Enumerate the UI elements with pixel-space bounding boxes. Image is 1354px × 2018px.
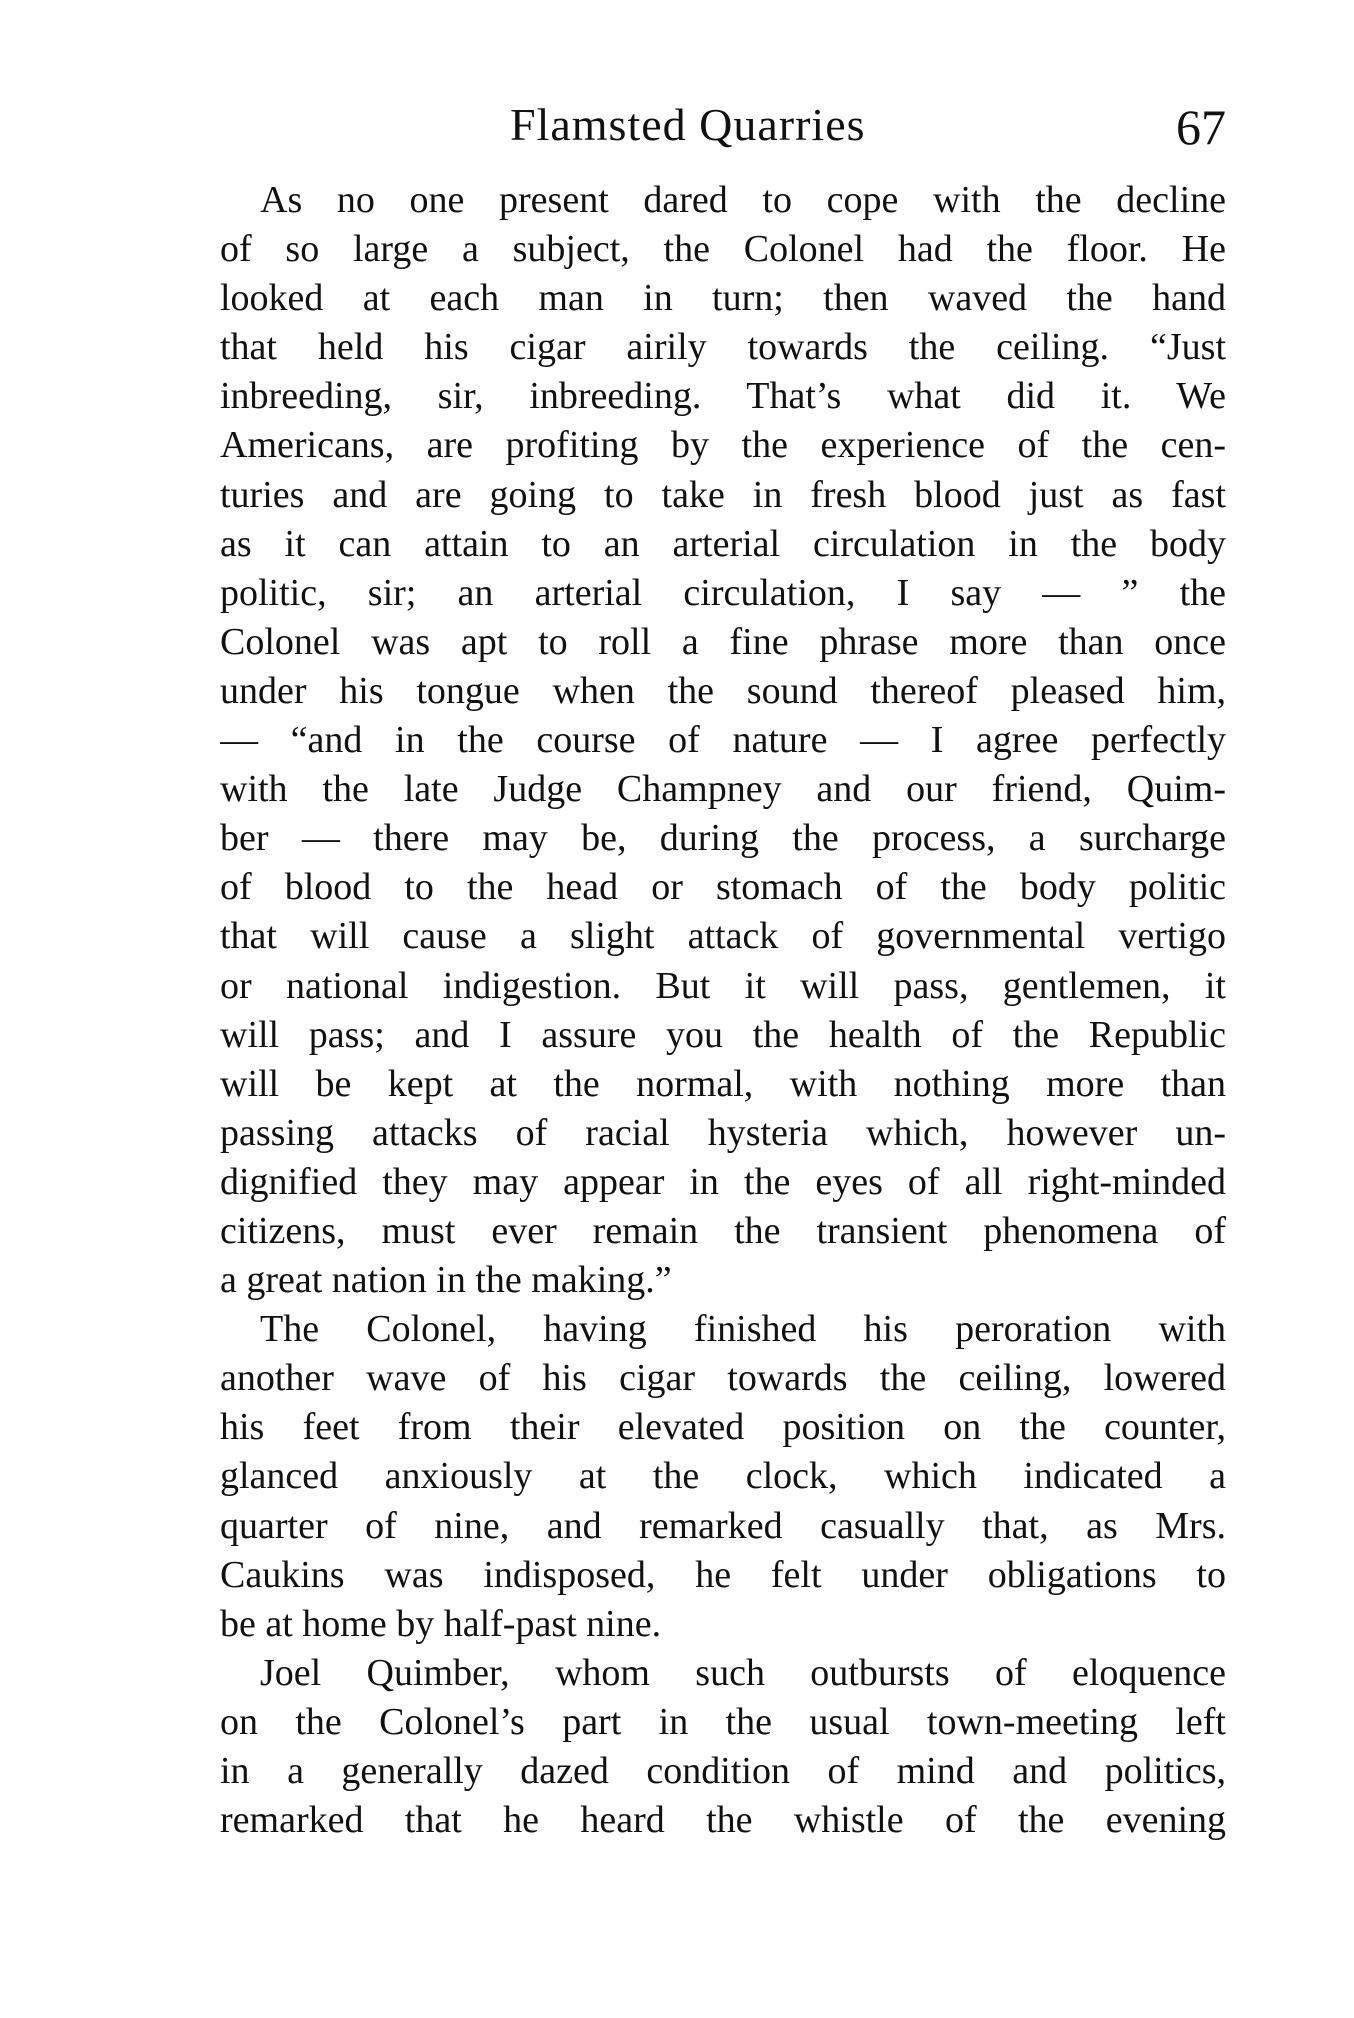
text-line: be at home by half-past nine. <box>220 1602 662 1645</box>
text-line: — “and in the course of nature — I agree perfectly <box>220 719 1226 762</box>
text-line: that held his cigar airily towards the ceiling. “Just <box>220 326 1226 369</box>
text-line: looked at each man in turn; then waved the hand <box>220 277 1226 320</box>
running-head <box>220 98 1226 162</box>
text-line: Joel Quimber, whom such outbursts of eloquence <box>260 1651 1226 1694</box>
text-line: passing attacks of racial hysteria which, however un- <box>220 1111 1226 1154</box>
text-line: or national indigestion. But it will pass, gentlemen, it <box>220 964 1226 1007</box>
text-line: in a generally dazed condition of mind and politics, <box>220 1750 1226 1792</box>
text-line: of blood to the head or stomach of the body politic <box>220 866 1226 909</box>
text-line: Americans, are profiting by the experience of the cen- <box>220 424 1226 467</box>
text-line: will be kept at the normal, with nothing more than <box>220 1062 1226 1105</box>
text-line: turies and are going to take in fresh blood just as fast <box>220 473 1226 516</box>
page-number: 67 <box>1176 99 1226 155</box>
text-line: another wave of his cigar towards the ceiling, lowered <box>220 1357 1226 1400</box>
text-line: politic, sir; an arterial circulation, I say — ” the <box>220 571 1226 614</box>
text-line: ber — there may be, during the process, a surcharge <box>220 817 1226 860</box>
text-line: citizens, must ever remain the transient phenomena of <box>220 1209 1226 1252</box>
text-line: inbreeding, sir, inbreeding. That’s what did it. We <box>220 375 1226 418</box>
text-line: of so large a subject, the Colonel had the floor. He <box>220 228 1226 271</box>
body-text <box>220 176 1226 1845</box>
text-line: his feet from their elevated position on the counter, <box>220 1406 1226 1449</box>
text-line: As no one present dared to cope with the decline <box>260 179 1226 221</box>
text-line: as it can attain to an arterial circulation in the body <box>220 522 1226 565</box>
text-line: with the late Judge Champney and our friend, Quim- <box>220 768 1226 811</box>
text-line: will pass; and I assure you the health of the Republic <box>220 1013 1226 1056</box>
text-line: quarter of nine, and remarked casually that, as Mrs. <box>220 1504 1226 1547</box>
text-line: dignified they may appear in the eyes of all right-minded <box>220 1160 1226 1203</box>
text-line: Caukins was indisposed, he felt under obligations to <box>220 1553 1226 1596</box>
text-line: remarked that he heard the whistle of the evening <box>220 1799 1226 1842</box>
running-title: Flamsted Quarries <box>510 99 866 150</box>
text-line: glanced anxiously at the clock, which indicated a <box>220 1455 1226 1498</box>
text-line: that will cause a slight attack of governmental vertigo <box>220 915 1226 958</box>
text-line: on the Colonel’s part in the usual town-meeting left <box>220 1700 1226 1743</box>
text-line: The Colonel, having finished his peroration with <box>260 1308 1226 1351</box>
text-line: under his tongue when the sound thereof pleased him, <box>220 669 1226 712</box>
text-line: a great nation in the making.” <box>220 1259 672 1302</box>
text-line: Colonel was apt to roll a fine phrase more than once <box>220 620 1226 663</box>
